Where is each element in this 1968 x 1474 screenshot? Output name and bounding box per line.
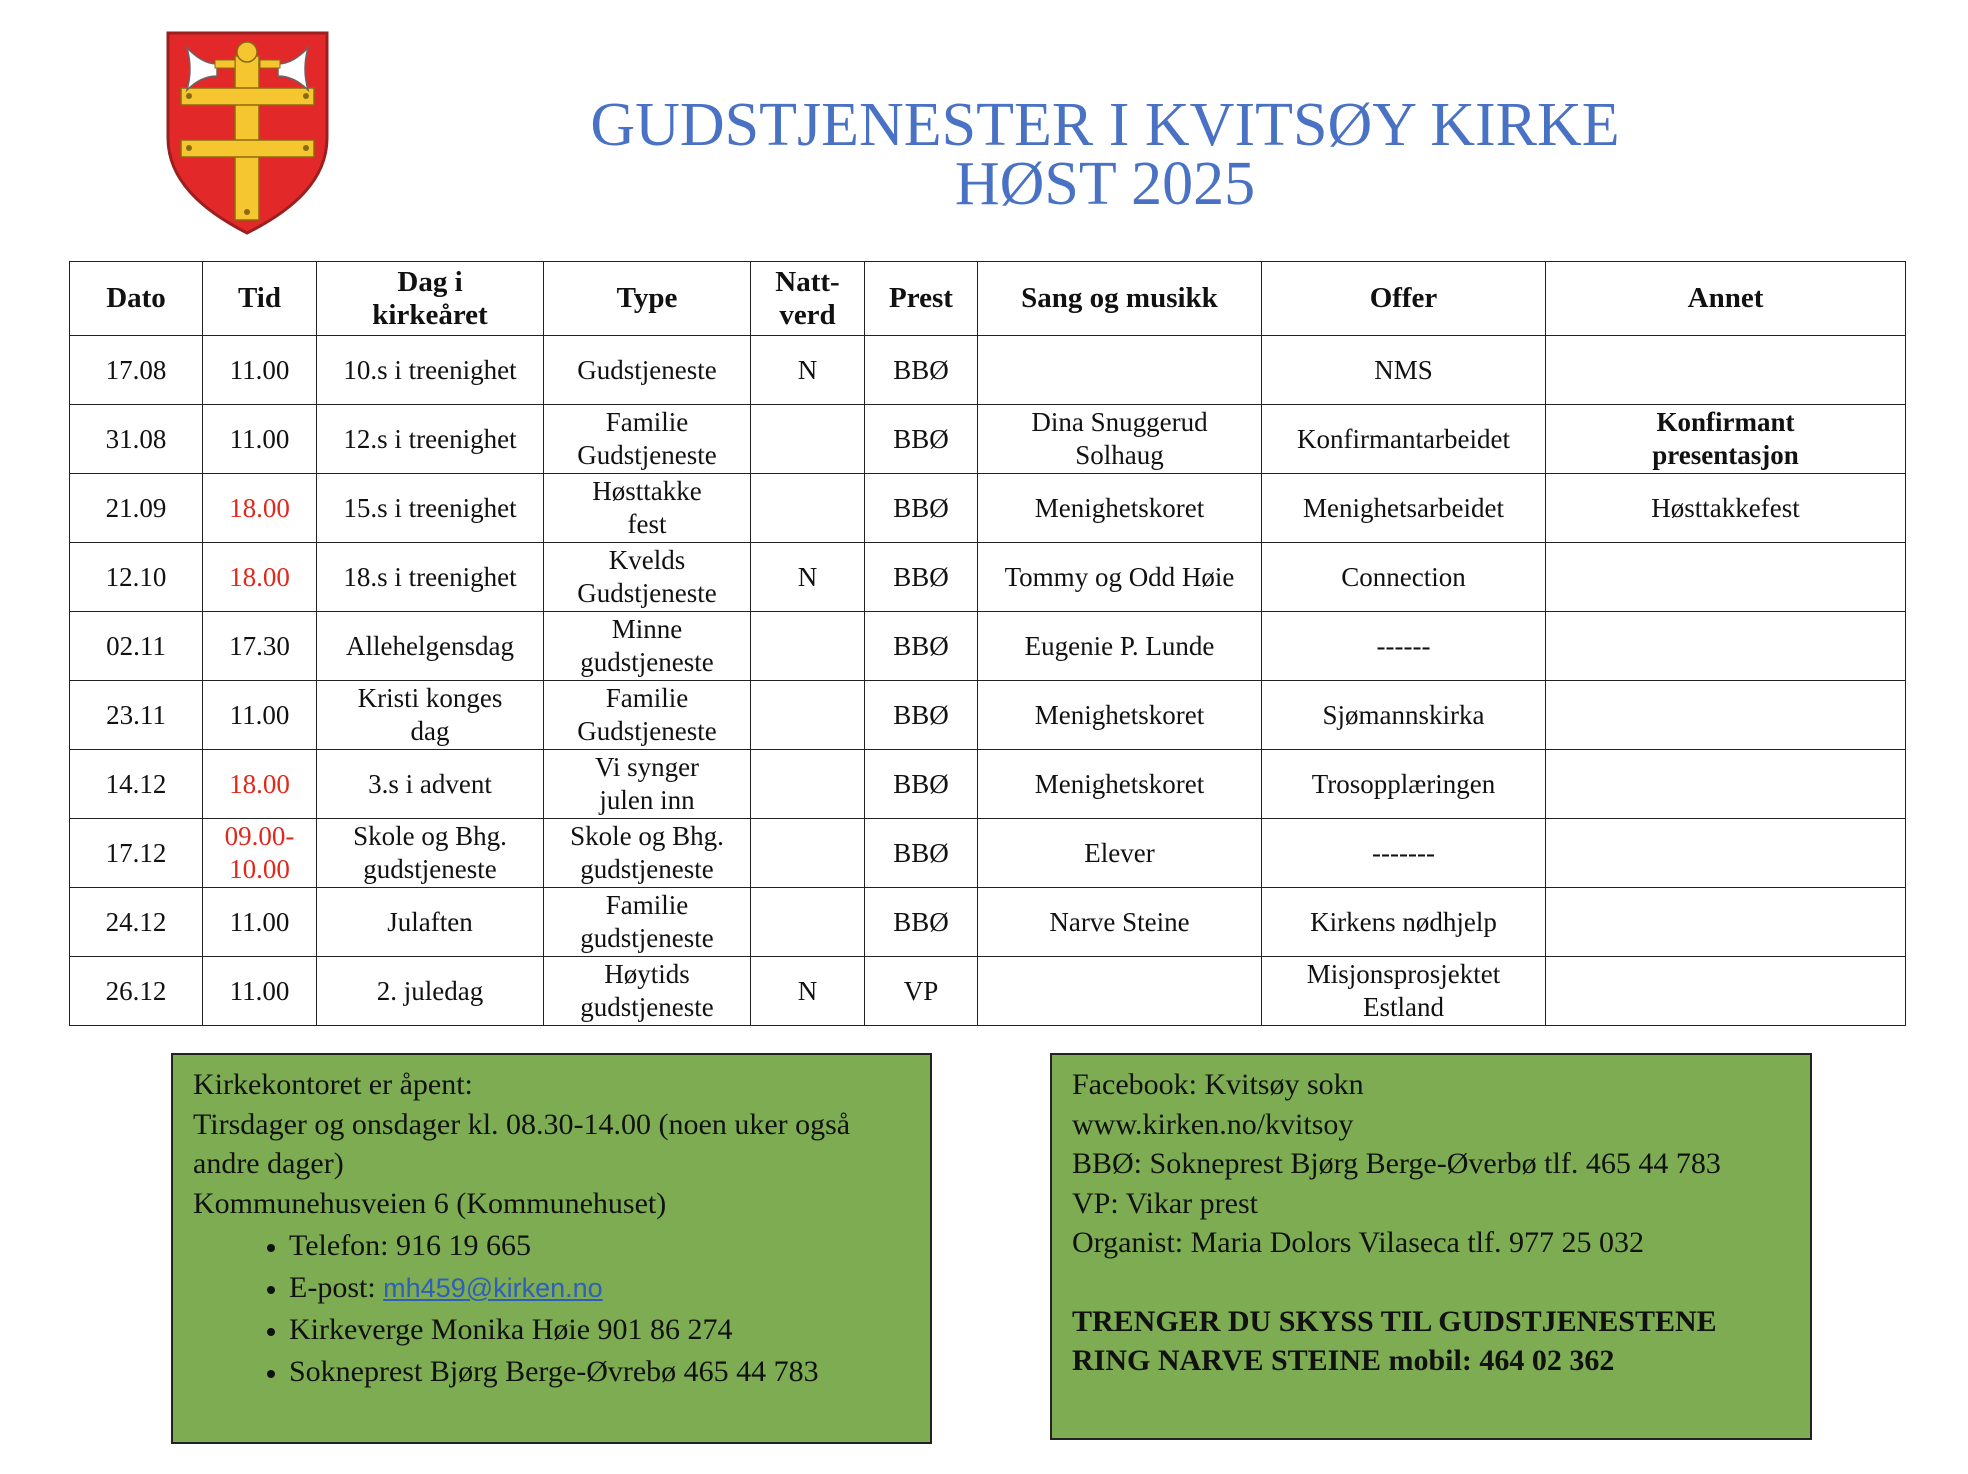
organist-text: Organist: Maria Dolors Vilaseca tlf. 977 25 032 bbox=[1072, 1226, 1644, 1259]
column-header-text: Annet bbox=[1687, 282, 1764, 314]
church-year-day-cell bbox=[317, 474, 544, 543]
offering-cell bbox=[1262, 474, 1546, 543]
other-cell bbox=[1546, 681, 1906, 750]
offering-cell bbox=[1262, 405, 1546, 474]
offering-cell-text: Kirkens nødhjelp bbox=[1310, 906, 1497, 937]
table-row bbox=[70, 819, 1906, 888]
music-cell-text: Narve Steine bbox=[1049, 906, 1190, 937]
music-cell bbox=[978, 681, 1262, 750]
date-cell: 17.08 bbox=[70, 336, 203, 405]
music-cell bbox=[978, 612, 1262, 681]
time-cell-text: 17.30 bbox=[229, 630, 290, 661]
priest-cell: BBØ bbox=[865, 405, 978, 474]
date-cell: 24.12 bbox=[70, 888, 203, 957]
priest-cell: BBØ bbox=[865, 543, 978, 612]
service-type-cell-text: Gudstjeneste bbox=[577, 440, 717, 470]
other-cell bbox=[1546, 957, 1906, 1026]
column-header-text: Dag i bbox=[397, 265, 463, 298]
time-cell bbox=[203, 957, 317, 1026]
column-header-text: kirkeåret bbox=[372, 298, 488, 331]
music-cell bbox=[978, 405, 1262, 474]
column-header bbox=[865, 262, 978, 336]
church-year-day-cell bbox=[317, 336, 544, 405]
email-item bbox=[289, 1267, 910, 1309]
service-type-cell bbox=[544, 474, 751, 543]
time-cell-text: 11.00 bbox=[229, 354, 290, 385]
offering-cell bbox=[1262, 750, 1546, 819]
column-header bbox=[70, 262, 203, 336]
date-cell: 14.12 bbox=[70, 750, 203, 819]
priest-cell: VP bbox=[865, 957, 978, 1026]
service-type-cell bbox=[544, 750, 751, 819]
time-cell-text: 11.00 bbox=[229, 423, 290, 454]
service-type-cell bbox=[544, 336, 751, 405]
service-type-cell bbox=[544, 819, 751, 888]
music-cell-text: Dina Snuggerud bbox=[1031, 407, 1208, 437]
church-year-day-cell bbox=[317, 819, 544, 888]
service-type-cell bbox=[544, 888, 751, 957]
table-header-row bbox=[70, 262, 1906, 336]
other-cell bbox=[1546, 612, 1906, 681]
church-year-day-cell-text: Skole og Bhg. bbox=[353, 821, 507, 851]
office-heading: Kirkekontoret er åpent: bbox=[193, 1068, 473, 1101]
column-header-text: Offer bbox=[1369, 282, 1438, 314]
offering-cell-text: Sjømannskirka bbox=[1322, 699, 1485, 730]
column-header bbox=[751, 262, 865, 336]
music-cell bbox=[978, 888, 1262, 957]
table-row bbox=[70, 405, 1906, 474]
offering-cell-text: Trosopplæringen bbox=[1311, 768, 1496, 799]
time-cell bbox=[203, 681, 317, 750]
time-cell bbox=[203, 474, 317, 543]
column-header-text: Type bbox=[616, 282, 678, 314]
church-year-day-cell bbox=[317, 957, 544, 1026]
date-cell: 02.11 bbox=[70, 612, 203, 681]
column-header-text: Natt- bbox=[775, 265, 840, 298]
time-cell-text: 18.00 bbox=[229, 492, 290, 523]
church-year-day-cell bbox=[317, 681, 544, 750]
other-cell bbox=[1546, 474, 1906, 543]
email-link[interactable]: mh459@kirken.no bbox=[383, 1273, 603, 1303]
communion-cell bbox=[751, 819, 865, 888]
music-cell-text: Menighetskoret bbox=[1034, 768, 1205, 799]
service-type-cell-text: Gudstjeneste bbox=[577, 354, 717, 385]
time-cell bbox=[203, 888, 317, 957]
church-year-day-cell-text: 18.s i treenighet bbox=[343, 561, 517, 592]
offering-cell bbox=[1262, 819, 1546, 888]
sokneprest-item: • Sokneprest Bjørg Berge-Øvrebø 465 44 783 bbox=[289, 1351, 910, 1393]
priest-cell: BBØ bbox=[865, 474, 978, 543]
time-cell bbox=[203, 750, 317, 819]
service-type-cell bbox=[544, 612, 751, 681]
office-address: Kommunehusveien 6 (Kommunehuset) bbox=[193, 1186, 667, 1220]
bbo-legend: BBØ: Sokneprest Bjørg Berge-Øverbø tlf. 465 44 783 bbox=[1072, 1147, 1721, 1180]
priest-cell: BBØ bbox=[865, 888, 978, 957]
music-cell bbox=[978, 750, 1262, 819]
service-type-cell-text: fest bbox=[627, 509, 667, 539]
service-type-cell-text: Skole og Bhg. bbox=[570, 821, 724, 851]
communion-cell bbox=[751, 612, 865, 681]
offering-cell bbox=[1262, 957, 1546, 1026]
time-cell bbox=[203, 405, 317, 474]
column-header-text: Dato bbox=[106, 282, 166, 314]
service-type-cell-text: Gudstjeneste bbox=[577, 716, 717, 746]
other-cell-text: presentasjon bbox=[1652, 440, 1799, 470]
time-cell bbox=[203, 612, 317, 681]
church-year-day-cell bbox=[317, 750, 544, 819]
facebook-text: Facebook: Kvitsøy sokn bbox=[1072, 1068, 1364, 1101]
offering-cell-text: NMS bbox=[1374, 354, 1433, 385]
contact-info-box bbox=[1050, 1053, 1812, 1440]
service-type-cell-text: gudstjeneste bbox=[580, 992, 714, 1022]
office-info-box bbox=[171, 1053, 932, 1444]
music-cell-text: Solhaug bbox=[1075, 440, 1164, 470]
vp-legend: VP: Vikar prest bbox=[1072, 1186, 1258, 1220]
communion-cell: N bbox=[751, 336, 865, 405]
page-title: GUDSTJENESTER I KVITSØY KIRKE bbox=[590, 90, 1620, 159]
time-cell-text: 09.00- bbox=[224, 821, 295, 851]
column-header-text: Sang og musikk bbox=[1021, 282, 1218, 314]
communion-cell bbox=[751, 888, 865, 957]
music-cell bbox=[978, 336, 1262, 405]
time-cell-text: 18.00 bbox=[229, 561, 290, 592]
date-cell: 23.11 bbox=[70, 681, 203, 750]
date-cell: 12.10 bbox=[70, 543, 203, 612]
page-subtitle: HØST 2025 bbox=[954, 150, 1256, 218]
service-schedule-table bbox=[69, 261, 1906, 1026]
time-cell bbox=[203, 819, 317, 888]
music-cell bbox=[978, 957, 1262, 1026]
time-cell bbox=[203, 543, 317, 612]
communion-cell bbox=[751, 750, 865, 819]
other-cell bbox=[1546, 543, 1906, 612]
communion-cell bbox=[751, 405, 865, 474]
offering-cell bbox=[1262, 681, 1546, 750]
offering-cell bbox=[1262, 543, 1546, 612]
date-cell: 26.12 bbox=[70, 957, 203, 1026]
service-type-cell bbox=[544, 405, 751, 474]
service-type-cell-text: Vi synger bbox=[594, 752, 700, 782]
church-year-day-cell-text: Allehelgensdag bbox=[346, 630, 514, 661]
church-year-day-cell-text: 3.s i advent bbox=[368, 768, 492, 799]
time-cell-text: 11.00 bbox=[229, 906, 290, 937]
service-type-cell bbox=[544, 543, 751, 612]
music-cell-text: Menighetskoret bbox=[1034, 492, 1205, 523]
offering-cell bbox=[1262, 336, 1546, 405]
table-row bbox=[70, 888, 1906, 957]
music-cell bbox=[978, 474, 1262, 543]
transport-notice-line1: TRENGER DU SKYSS TIL GUDSTJENESTENE bbox=[1072, 1304, 1717, 1338]
table-row bbox=[70, 336, 1906, 405]
priest-cell: BBØ bbox=[865, 336, 978, 405]
service-type-cell-text: Minne bbox=[611, 614, 683, 644]
website-text: www.kirken.no/kvitsoy bbox=[1072, 1107, 1354, 1141]
offering-cell-text: ------ bbox=[1376, 630, 1431, 661]
service-type-cell-text: Familie bbox=[605, 407, 689, 437]
church-shield-logo bbox=[165, 30, 330, 236]
offering-cell-text: Estland bbox=[1363, 992, 1444, 1022]
other-cell bbox=[1546, 819, 1906, 888]
transport-notice-line2: RING NARVE STEINE mobil: 464 02 362 bbox=[1072, 1344, 1615, 1377]
communion-cell bbox=[751, 681, 865, 750]
column-header bbox=[544, 262, 751, 336]
music-cell bbox=[978, 543, 1262, 612]
kirkeverge-item: • Kirkeverge Monika Høie 901 86 274 bbox=[289, 1309, 910, 1351]
service-type-cell-text: gudstjeneste bbox=[580, 923, 714, 953]
service-type-cell-text: gudstjeneste bbox=[580, 647, 714, 677]
date-cell: 31.08 bbox=[70, 405, 203, 474]
service-type-cell-text: julen inn bbox=[599, 785, 695, 815]
communion-cell bbox=[751, 474, 865, 543]
column-header bbox=[1546, 262, 1906, 336]
contact-list bbox=[193, 1225, 910, 1393]
time-cell-text: 11.00 bbox=[229, 975, 290, 1006]
office-hours: Tirsdager og onsdager kl. 08.30-14.00 (noen uker også andre dager) bbox=[193, 1107, 851, 1180]
church-year-day-cell-text: Kristi konges bbox=[357, 683, 503, 713]
church-year-day-cell bbox=[317, 888, 544, 957]
offering-cell-text: Menighetsarbeidet bbox=[1303, 492, 1504, 523]
offering-cell bbox=[1262, 612, 1546, 681]
service-type-cell bbox=[544, 681, 751, 750]
music-cell-text: Tommy og Odd Høie bbox=[1004, 561, 1235, 592]
column-header bbox=[978, 262, 1262, 336]
offering-cell-text: Misjonsprosjektet bbox=[1306, 959, 1501, 989]
table-row bbox=[70, 957, 1906, 1026]
email-label: E-post: bbox=[289, 1271, 384, 1304]
church-year-day-cell-text: Julaften bbox=[387, 906, 473, 937]
service-type-cell-text: Gudstjeneste bbox=[577, 578, 717, 608]
table-row bbox=[70, 474, 1906, 543]
column-header-text: Tid bbox=[237, 282, 281, 314]
service-type-cell bbox=[544, 957, 751, 1026]
offering-cell bbox=[1262, 888, 1546, 957]
offering-cell-text: Connection bbox=[1341, 561, 1466, 592]
communion-cell: N bbox=[751, 543, 865, 612]
time-cell bbox=[203, 336, 317, 405]
church-year-day-cell-text: gudstjeneste bbox=[363, 854, 497, 884]
phone-item: • Telefon: 916 19 665 bbox=[289, 1225, 910, 1267]
service-type-cell-text: Familie bbox=[605, 890, 689, 920]
table-row bbox=[70, 750, 1906, 819]
date-cell: 21.09 bbox=[70, 474, 203, 543]
music-cell bbox=[978, 819, 1262, 888]
column-header bbox=[317, 262, 544, 336]
date-cell: 17.12 bbox=[70, 819, 203, 888]
priest-cell: BBØ bbox=[865, 612, 978, 681]
offering-cell-text: ------- bbox=[1372, 837, 1435, 868]
column-header bbox=[1262, 262, 1546, 336]
other-cell bbox=[1546, 405, 1906, 474]
church-year-day-cell bbox=[317, 612, 544, 681]
priest-cell: BBØ bbox=[865, 819, 978, 888]
table-row bbox=[70, 612, 1906, 681]
time-cell-text: 10.00 bbox=[229, 854, 290, 884]
table-row bbox=[70, 543, 1906, 612]
service-type-cell-text: Familie bbox=[605, 683, 689, 713]
time-cell-text: 11.00 bbox=[229, 699, 290, 730]
music-cell-text: Elever bbox=[1084, 837, 1155, 868]
church-year-day-cell bbox=[317, 543, 544, 612]
other-cell bbox=[1546, 336, 1906, 405]
column-header bbox=[203, 262, 317, 336]
church-year-day-cell-text: 2. juledag bbox=[376, 975, 484, 1006]
music-cell-text: Menighetskoret bbox=[1034, 699, 1205, 730]
other-cell-text: Høsttakkefest bbox=[1651, 492, 1800, 523]
other-cell-text: Konfirmant bbox=[1656, 407, 1795, 437]
service-type-cell-text: Kvelds bbox=[608, 545, 686, 575]
church-year-day-cell-text: 12.s i treenighet bbox=[343, 423, 517, 454]
priest-cell: BBØ bbox=[865, 681, 978, 750]
service-type-cell-text: Høsttakke bbox=[592, 476, 702, 506]
column-header-text: Prest bbox=[889, 282, 953, 314]
service-type-cell-text: gudstjeneste bbox=[580, 854, 714, 884]
offering-cell-text: Konfirmantarbeidet bbox=[1297, 423, 1510, 454]
church-year-day-cell-text: 15.s i treenighet bbox=[343, 492, 517, 523]
priest-cell: BBØ bbox=[865, 750, 978, 819]
other-cell bbox=[1546, 750, 1906, 819]
church-year-day-cell-text: dag bbox=[410, 716, 450, 746]
church-year-day-cell bbox=[317, 405, 544, 474]
music-cell-text: Eugenie P. Lunde bbox=[1024, 630, 1215, 661]
church-year-day-cell-text: 10.s i treenighet bbox=[343, 354, 517, 385]
table-row bbox=[70, 681, 1906, 750]
church-of-norway-shield-icon bbox=[165, 30, 330, 236]
column-header-text: verd bbox=[779, 298, 836, 331]
other-cell bbox=[1546, 888, 1906, 957]
service-type-cell-text: Høytids bbox=[604, 959, 690, 989]
communion-cell: N bbox=[751, 957, 865, 1026]
time-cell-text: 18.00 bbox=[229, 768, 290, 799]
